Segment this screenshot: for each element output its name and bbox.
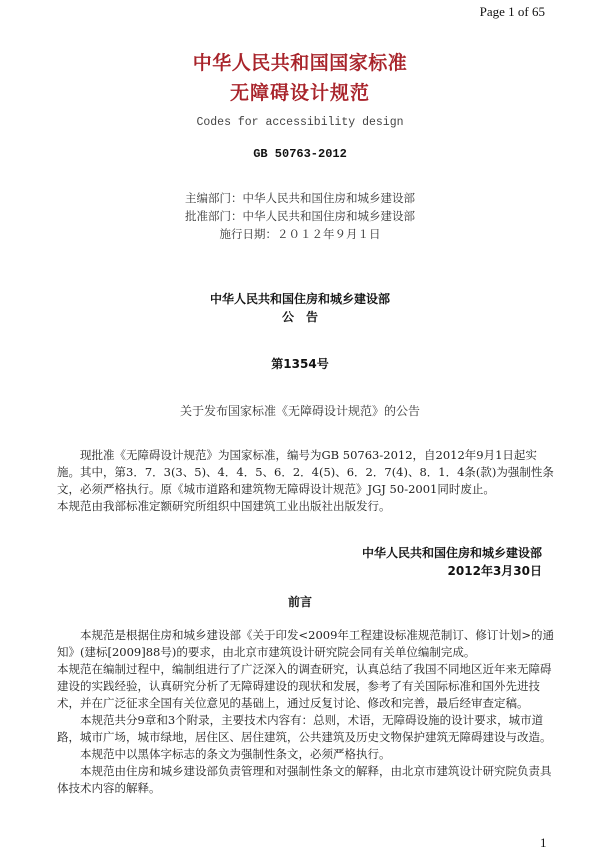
effective-date-line: 施行日期：２０１２年９月１日 bbox=[219, 227, 381, 241]
chief-editor-line: 主编部门：中华人民共和国住房和城乡建设部 bbox=[185, 191, 415, 205]
announcement-date: 2012年3月30日 bbox=[447, 564, 542, 578]
preface-paragraph: 本规范是根据住房和城乡建设部《关于印发<2009年工程建设标准规范制订、修订计划>的通知》(建标[2009]88号)的要求，由北京市建筑设计研究院会同有关单位编制完成。 bbox=[57, 628, 555, 659]
page-number: 1 bbox=[540, 835, 547, 850]
page-indicator: Page 1 of 65 bbox=[479, 4, 545, 19]
preface-paragraph: 本规范中以黑体字标志的条文为强制性条文，必须严格执行。 bbox=[80, 747, 391, 761]
preface-paragraph: 本规范共分9章和3个附录，主要技术内容有：总则，术语，无障碍设施的设计要求，城市道路，城市广场，城市绿地，居住区、居住建筑，公共建筑及历史文物保护建筑无障碍建设与改造。 bbox=[57, 713, 552, 744]
document-title-line2: 无障碍设计规范 bbox=[229, 82, 370, 104]
announcement-paragraph: 本规范由我部标准定额研究所组织中国建筑工业出版社出版发行。 bbox=[57, 499, 391, 513]
preface-paragraph: 本规范在编制过程中，编制组进行了广泛深入的调查研究，认真总结了我国不同地区近年来无障碍建设的实践经验，认真研究分析了无障碍建设的现状和发展，参考了有关国际标准和国外先进技术，并在广泛征求全国有关位意见的基础上，通过反复讨论、修改和完善，最后经审查定稿。 bbox=[57, 662, 552, 710]
announcement-subject: 关于发布国家标准《无障碍设计规范》的公告 bbox=[179, 404, 420, 418]
approver-line: 批准部门：中华人民共和国住房和城乡建设部 bbox=[185, 209, 415, 223]
standard-code: GB 50763-2012 bbox=[253, 147, 347, 161]
announcement-body bbox=[57, 447, 557, 515]
announcement-label: 公 告 bbox=[281, 310, 318, 324]
preface-paragraph: 本规范由住房和城乡建设部负责管理和对强制性条文的解释，由北京市建筑设计研究院负责具体技术内容的解释。 bbox=[57, 764, 552, 795]
document-title-line1: 中华人民共和国国家标准 bbox=[192, 52, 408, 74]
announcement-issuer: 中华人民共和国住房和城乡建设部 bbox=[209, 292, 390, 306]
announcement-number: 第1354号 bbox=[271, 357, 329, 371]
preface-heading: 前言 bbox=[287, 595, 312, 609]
announcement-signature: 中华人民共和国住房和城乡建设部 bbox=[361, 546, 542, 560]
preface-body bbox=[57, 627, 557, 797]
english-title: Codes for accessibility design bbox=[196, 116, 404, 129]
announcement-paragraph: 现批准《无障碍设计规范》为国家标准，编号为GB 50763-2012，自2012年9月1日起实施。其中，第3．7．3(3、5)、4．4．5、6．2．4(5)、6．2．7(4)、8．1．4条(款)为强制性条文，必须严格执行。原《城市道路和建筑物无障碍设计规范》JGJ 50-2001同时废止。 bbox=[57, 448, 554, 496]
